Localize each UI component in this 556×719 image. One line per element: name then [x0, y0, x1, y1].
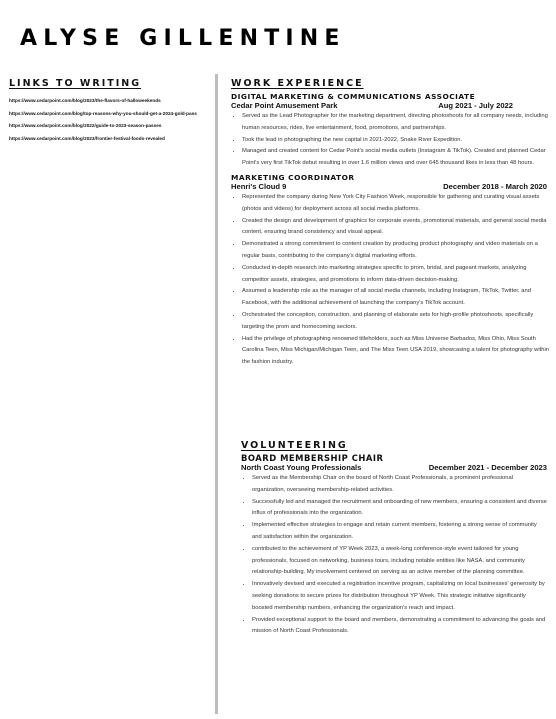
volunteer-bullet: • Innovatively devised and executed a registration incentive program, capitalizing on local businesses' generosity by seeking donations to secure prizes for distribution throughout YP Week. This strategic initiative significantly boosted membership numbers, enhancing the organization's reach and impact. [252, 579, 547, 614]
links-list [9, 98, 209, 142]
writing-link[interactable]: https://www.cedarpoint.com/blog/2023/frontier-festival-foods-revealed [9, 135, 165, 141]
job-entry [231, 173, 549, 369]
resume-name: ALYSE GILLENTINE [20, 26, 346, 51]
company-row [231, 101, 549, 110]
job-bullet: • Represented the company during New York City Fashion Week, responsible for gathering and curating visual assets (photos and videos) for deployment across all social media platforms. [242, 192, 549, 216]
job-title: MARKETING COORDINATOR [231, 172, 355, 182]
volunteer-bullet: • Implemented effective strategies to engage and retain current members, fostering a strong sense of community and satisfaction within the organization. [252, 520, 547, 544]
volunteer-org: North Coast Young Professionals [241, 463, 362, 472]
writing-link[interactable]: https://www.cedarpoint.com/blog/2023/the-flavors-of-halloweekends [9, 98, 161, 103]
job-bullets [231, 111, 549, 170]
writing-link[interactable]: https://www.cedarpoint.com/blog/2022/guide-to-2023-season-passes [9, 123, 162, 128]
job-dates: Aug 2021 - July 2022 [438, 101, 513, 110]
column-divider [215, 74, 218, 714]
writing-link[interactable]: https://www.cedarpoint.com/blog/top-reasons-why-you-should-get-a-2024-gold-pass [9, 110, 197, 116]
company-name: Cedar Point Amusement Park [231, 101, 338, 110]
volunteer-bullet: • Successfully led and managed the recruitment and onboarding of new members, ensuring a consistent and diverse influx of professionals into the organization. [252, 497, 547, 521]
job-bullet: • Took the lead in photographing the new capital in 2021-2022, Snake River Expedition. [242, 135, 549, 147]
volunteering-section [241, 440, 547, 638]
volunteer-bullets [241, 473, 547, 638]
volunteer-bullet: • Served as the Membership Chair on the board of North Coast Professionals, a prominent professional organization, overseeing membership-related activities. [252, 473, 547, 497]
company-row [231, 182, 549, 191]
job-bullet: • Served as the Lead Photographer for the marketing department, directing photoshoots for all company needs, including human resources, rides, live entertainment, food, promotions, and partnerships. [242, 111, 549, 135]
job-bullet: • Conducted in-depth research into marketing strategies specific to prom, bridal, and pageant markets, analyzing competitor assets, strategies, and promotions to inform data-driven decision-making. [242, 263, 549, 287]
company-name: Henri's Cloud 9 [231, 181, 287, 191]
job-bullet: • Managed and created content for Cedar Point's social media outlets (Instagram & TikTok). Created and planned Cedar Point's very first TikTok debut resulting in over 1.6 million views and over 645 thousand likes in less than 48 hours. [242, 146, 549, 170]
job-entry [231, 92, 549, 170]
job-bullet: • Had the privilege of photographing renowned titleholders, such as Miss Universe Barbados, Miss Ohio, Miss South Carolina Teen, Miss Michigan/Michigan Teen, and The Miss Teen USA 2019, showcasing a talent for photography within the fashion industry. [242, 334, 549, 369]
volunteer-bullet: • Provided exceptional support to the board and members, demonstrating a commitment to advancing the goals and mission of North Coast Professionals. [252, 615, 547, 639]
work-section-title: WORK EXPERIENCE [231, 78, 364, 89]
links-section [9, 78, 209, 148]
job-bullet: • Created the design and development of graphics for corporate events, promotional materials, and general social media content, ensuring brand consistency and visual appeal. [242, 216, 549, 240]
job-bullets [231, 192, 549, 369]
volunteer-dates: December 2021 - December 2023 [428, 463, 547, 472]
volunteer-bullet: • contributed to the achievement of YP Week 2023, a week-long conference-style event tailored for young professionals, focused on networking, business tours, including notable entities like NASA, and community relationship-building. My involvement centered on serving as an active member of the planning committee. [252, 544, 547, 579]
job-bullet: • Assumed a leadership role as the manager of all social media channels, including Instagram, TikTok, Twitter, and Facebook, with the additional achievement of launching the company's TikTok account. [242, 286, 549, 310]
job-dates: December 2018 - March 2020 [443, 181, 547, 191]
work-experience-section [231, 78, 549, 369]
job-bullet: • Demonstrated a strong commitment to content creation by producing product photography and video materials on a regular basis, contributing to the company's digital marketing efforts. [242, 239, 549, 263]
volunteering-section-title: VOLUNTEERING [241, 440, 348, 451]
job-bullet: • Orchestrated the conception, construction, and planning of elaborate sets for high-profile photoshoots, specifically targeting the prom and homecoming sectors. [242, 310, 549, 334]
volunteer-org-row [241, 463, 547, 472]
links-section-title: LINKS TO WRITING [9, 78, 142, 89]
volunteer-role: BOARD MEMBERSHIP CHAIR [241, 453, 384, 463]
job-title: DIGITAL MARKETING & COMMUNICATIONS ASSOCIATE [231, 92, 476, 101]
